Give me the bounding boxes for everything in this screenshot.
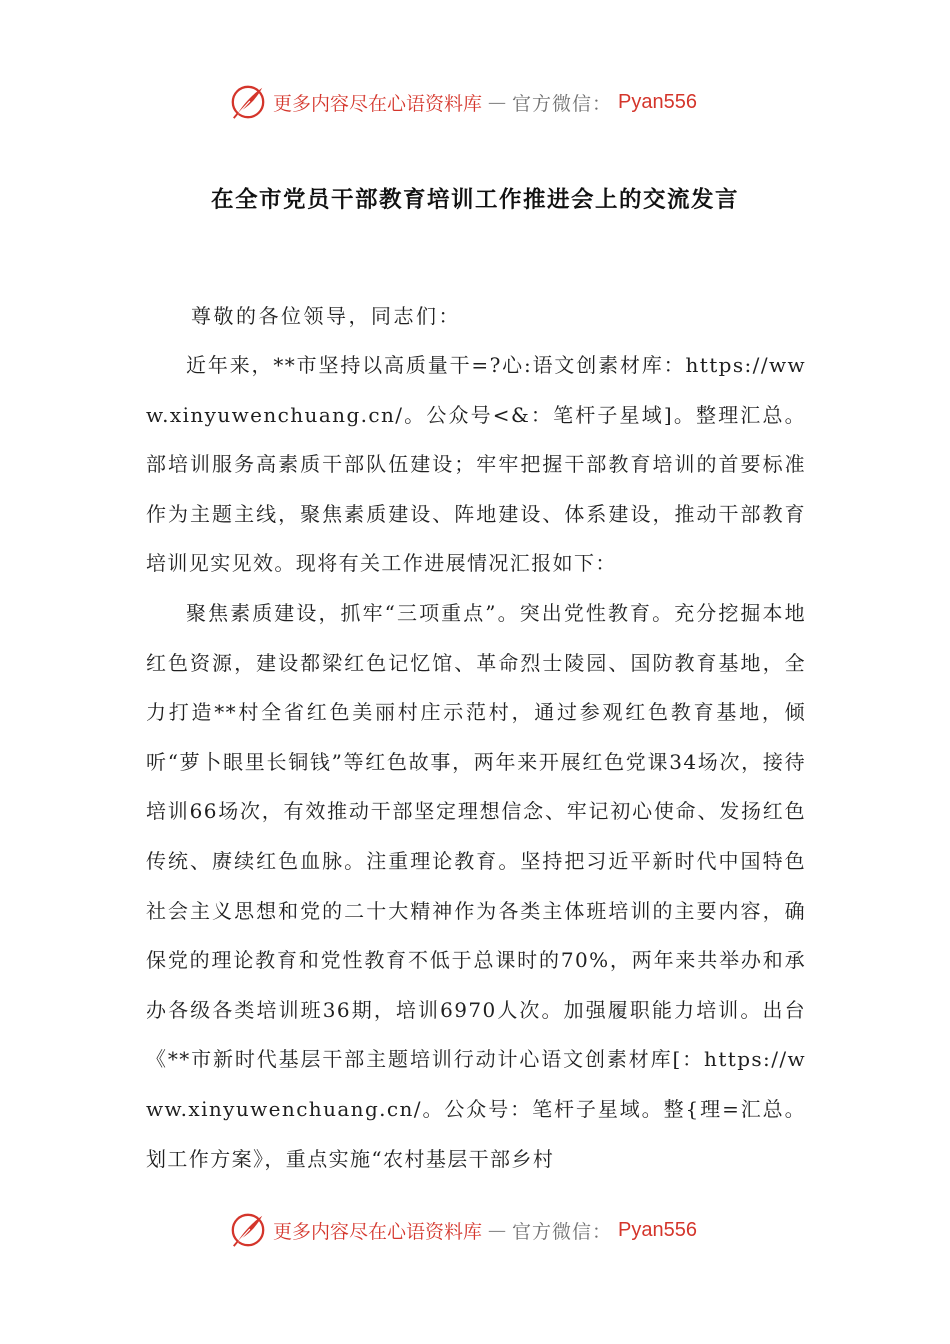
document-body bbox=[146, 341, 806, 1184]
banner-main-text: 更多内容尽在心语资料库 bbox=[273, 92, 483, 115]
banner-wechat-label: 官方微信： bbox=[512, 92, 613, 115]
banner-wechat-id: Pyan556 bbox=[618, 1218, 697, 1241]
banner-dash: — bbox=[488, 91, 507, 113]
quill-logo-icon bbox=[229, 83, 267, 121]
paragraph-quality-building: 聚焦素质建设，抓牢“三项重点”。突出党性教育。充分挖掘本地红色资源，建设都梁红色记忆馆、革命烈士陵园、国防教育基地，全力打造**村全省红色美丽村庄示范村，通过参观红色教育基地，倾听“萝卜眼里长铜钱”等红色故事，两年来开展红色党课34场次，接待培训66场次，有效推动干部坚定理想信念、牢记初心使命、发扬红色传统、赓续红色血脉。注重理论教育。坚持把习近平新时代中国特色社会主义思想和党的二十大精神作为各类主体班培训的主要内容，确保党的理论教育和党性教育不低于总课时的70%，两年来共举办和承办各级各类培训班36期，培训6970人次。加强履职能力培训。出台《**市新时代基层干部主题培训行动计心语文创素材库[：https://www.xinyuwenchuang.cn/。公众号：笔杆子星域。整{理=汇总。划工作方案》，重点实施“农村基层干部乡村 bbox=[146, 600, 806, 1171]
banner-wechat-id: Pyan556 bbox=[618, 90, 697, 113]
header-banner bbox=[229, 82, 749, 122]
salutation: 尊敬的各位领导，同志们： bbox=[191, 304, 461, 328]
banner-dash: — bbox=[488, 1219, 507, 1241]
quill-logo-icon bbox=[229, 1211, 267, 1249]
footer-banner bbox=[229, 1210, 749, 1250]
document-title: 在全市党员干部教育培训工作推进会上的交流发言 bbox=[210, 187, 739, 213]
banner-main-text: 更多内容尽在心语资料库 bbox=[273, 1220, 483, 1243]
paragraph-intro: 近年来，**市坚持以高质量干=?心:语文创素材库：https://www.xinyuwenchuang.cn/。公众号<&：笔杆子星域]。整理汇总。部培训服务高素质干部队伍建设；牢牢把握干部教育培训的首要标准作为主题主线，聚焦素质建设、阵地建设、体系建设，推动干部教育培训见实见效。现将有关工作进展情况汇报如下： bbox=[146, 353, 806, 576]
banner-wechat-label: 官方微信： bbox=[512, 1220, 613, 1243]
